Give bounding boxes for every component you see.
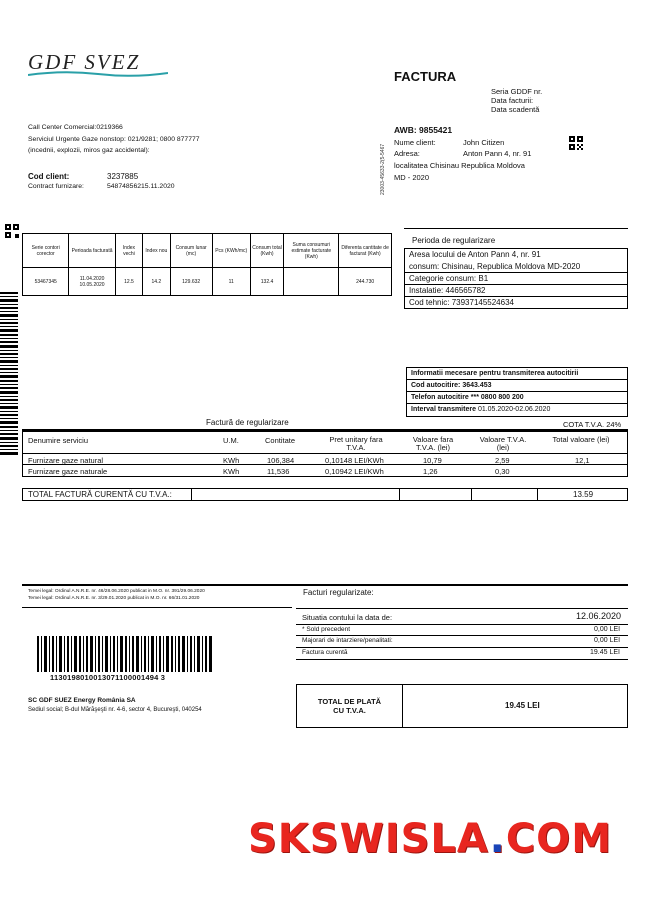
- cell-consum-total: 132.4: [250, 268, 284, 296]
- cell-index-vechi: 12.5: [115, 268, 142, 296]
- company-logo: GDF SVEZ: [28, 50, 141, 74]
- total-value: 13.59: [573, 490, 594, 499]
- autocitire-title: Informatii mecesare pentru transmiterea autocitirii: [407, 368, 627, 380]
- name-value: John Citizen: [463, 138, 505, 147]
- col-pcs: Pcs (KWh/mc): [212, 234, 250, 268]
- cell-index-nou: 14.2: [143, 268, 170, 296]
- sold-label: * Sold precedent: [302, 626, 351, 633]
- vat-rate: COTA T.V.A. 24%: [563, 420, 622, 429]
- barcode-icon: [37, 636, 212, 672]
- reg-row: Aresa locului de Anton Pann 4, nr. 91: [409, 250, 541, 259]
- call-center: Call Center Comercial:0219366: [28, 124, 123, 131]
- urgent-note: (incednii, explozii, miros gaz accidental):: [28, 147, 150, 154]
- small-qr-icon: [5, 224, 19, 238]
- total-row: [22, 488, 628, 501]
- table-row: [23, 268, 392, 296]
- svc-row2-price: 0,10942 LEI/KWh: [325, 467, 384, 476]
- svc-row1-um: KWh: [223, 456, 240, 465]
- penalty-value: 0,00 LEI: [594, 637, 621, 644]
- regularization-title: Perioda de regularizare: [412, 236, 496, 245]
- svc-header-value: Valoare fara T.V.A. (lei): [412, 435, 454, 452]
- regularization-box: [404, 228, 628, 308]
- awb-number: AWB: 9855421: [394, 125, 453, 135]
- address-value: Anton Pann 4, nr. 91: [463, 149, 532, 158]
- total-payment-label2: CU T.V.A.: [333, 706, 366, 715]
- due-date: Data scadentă: [491, 105, 540, 114]
- svc-row1-vat: 2,59: [495, 456, 510, 465]
- cell-perioada: 11.04.2020 10.05.2020: [69, 268, 115, 296]
- summary-title: Facturi regularizate:: [303, 588, 374, 597]
- svc-header-total: Total valoare (lei): [552, 435, 610, 444]
- svc-header-um: U.M.: [223, 436, 239, 445]
- urgent-line: Serviciul Urgente Gaze nonstop: 021/9281; 0800 877777: [28, 136, 200, 143]
- company-name: SC GDF SUEZ Energy România SA: [28, 697, 136, 704]
- services-section-title: Factură de regularizare: [206, 418, 289, 427]
- reg-row: Cod tehnic: 73937145524634: [405, 297, 627, 309]
- vertical-code: 23003-45633-2(5-5467: [380, 143, 386, 195]
- address-label: Adresa:: [394, 149, 420, 158]
- total-label: TOTAL FACTURĂ CURENTĂ CU T.V.A.:: [28, 490, 172, 499]
- col-consum-total: Consum total (Kwh): [250, 234, 284, 268]
- svc-row1-total: 12,1: [575, 456, 590, 465]
- svc-row1-value: 10,79: [423, 456, 442, 465]
- account-summary: [296, 608, 628, 660]
- col-perioada: Perioada facturată: [69, 234, 115, 268]
- reg-row: consum: Chisinau, Republica Moldova MD-2020: [405, 261, 627, 273]
- svc-row2-qty: 11,536: [267, 467, 290, 476]
- autocitire-phone: Telefon autocitire *** 0800 800 200: [407, 392, 627, 404]
- invoice-series: Seria GDDF nr.: [491, 87, 543, 96]
- contract-value: 54874856215.11.2020: [107, 183, 175, 190]
- interval-label: Interval transmitere: [411, 406, 476, 413]
- col-index-nou: Index nou: [143, 234, 170, 268]
- situation-date: 12.06.2020: [576, 611, 622, 621]
- current-invoice-value: 19.45 LEI: [590, 649, 620, 656]
- name-label: Nume client:: [394, 138, 436, 147]
- invoice-date: Data facturii:: [491, 96, 534, 105]
- col-serie: Serie contori corector: [23, 234, 69, 268]
- contract-label: Contract furnizare:: [28, 183, 84, 190]
- total-payment-box: [296, 684, 628, 728]
- cell-serie: 53467345: [23, 268, 69, 296]
- penalty-label: Majorari de intarziere/penalitati:: [302, 637, 393, 644]
- current-invoice-label: Factura curentă: [302, 649, 348, 656]
- svc-row2-name: Furnizare gaze naturale: [28, 467, 108, 476]
- autocitire-code: Cod autocitire: 3643.453: [407, 380, 627, 392]
- legal-line1: Temei legal: Ordinul A.N.R.E. nr. 46/28.06.2020 publicat in M.O. nr. 391/29.06.2020: [28, 589, 205, 594]
- svc-header-vat: Valoare T.V.A. (lei): [479, 435, 527, 452]
- situation-label: Situatia contului la data de:: [302, 613, 393, 622]
- svc-row1-price: 0,10148 LEI/KWh: [325, 456, 384, 465]
- company-address: Sediul social; B-dul Mărăşeşti nr. 4-6, sector 4, Bucureşti, 040254: [28, 707, 202, 713]
- cell-diferenta: 244.730: [339, 268, 392, 296]
- logo-wave-icon: [28, 70, 168, 78]
- side-barcode-icon: [0, 292, 18, 457]
- cell-consum-lunar: 129.632: [170, 268, 212, 296]
- consumption-table: [22, 233, 392, 296]
- svc-row1-name: Furnizare gaze natural: [28, 456, 104, 465]
- interval-value: 01.05.2020-02.06.2020: [477, 406, 551, 413]
- svc-row1-qty: 106,384: [267, 456, 295, 465]
- svc-header-qty: Contitate: [265, 436, 296, 445]
- col-consum-lunar: Consum lunar (mc): [170, 234, 212, 268]
- reg-row: Instalatie: 446565782: [405, 285, 627, 297]
- cell-pcs: 11: [212, 268, 250, 296]
- legal-line2: Temei legal: Ordinul A.N.R.E. nr. 3/29.01.2020 publicat in M.O. nr. 66/31.01.2020: [28, 596, 200, 601]
- client-code-value: 3237885: [107, 172, 139, 181]
- client-code-label: Cod client:: [28, 172, 70, 181]
- watermark: SKSWISLA.COM: [248, 816, 612, 862]
- sold-value: 0,00 LEI: [594, 626, 621, 633]
- svc-header-name: Denumire serviciu: [28, 436, 89, 445]
- svc-row2-value: 1,26: [423, 467, 438, 476]
- address-line3: MD - 2020: [394, 173, 430, 182]
- qr-code-icon: [569, 136, 583, 150]
- invoice-title: FACTURA: [394, 69, 457, 84]
- total-payment-value: 19.45 LEI: [505, 701, 540, 710]
- autocitire-box: [406, 367, 628, 417]
- svc-header-price: Pret unitary fara T.V.A.: [329, 435, 383, 452]
- svc-row2-um: KWh: [223, 467, 240, 476]
- col-diferenta: Diferenta cantitate de facturat (Kwh): [339, 234, 392, 268]
- reg-row: Categorie consum: B1: [405, 273, 627, 285]
- address-line2: localitatea Chisinau Republica Moldova: [394, 161, 525, 170]
- col-suma-estimate: Suma consumuri estimate facturate (Kwh): [284, 234, 339, 268]
- cell-suma-estimate: [284, 268, 339, 296]
- services-table: [22, 431, 628, 477]
- svc-row2-vat: 0,30: [495, 467, 510, 476]
- barcode-number: 1130198010013071100001494 3: [50, 673, 166, 682]
- total-payment-label: TOTAL DE PLATĂ: [317, 697, 382, 706]
- col-index-vechi: Index vechi: [115, 234, 142, 268]
